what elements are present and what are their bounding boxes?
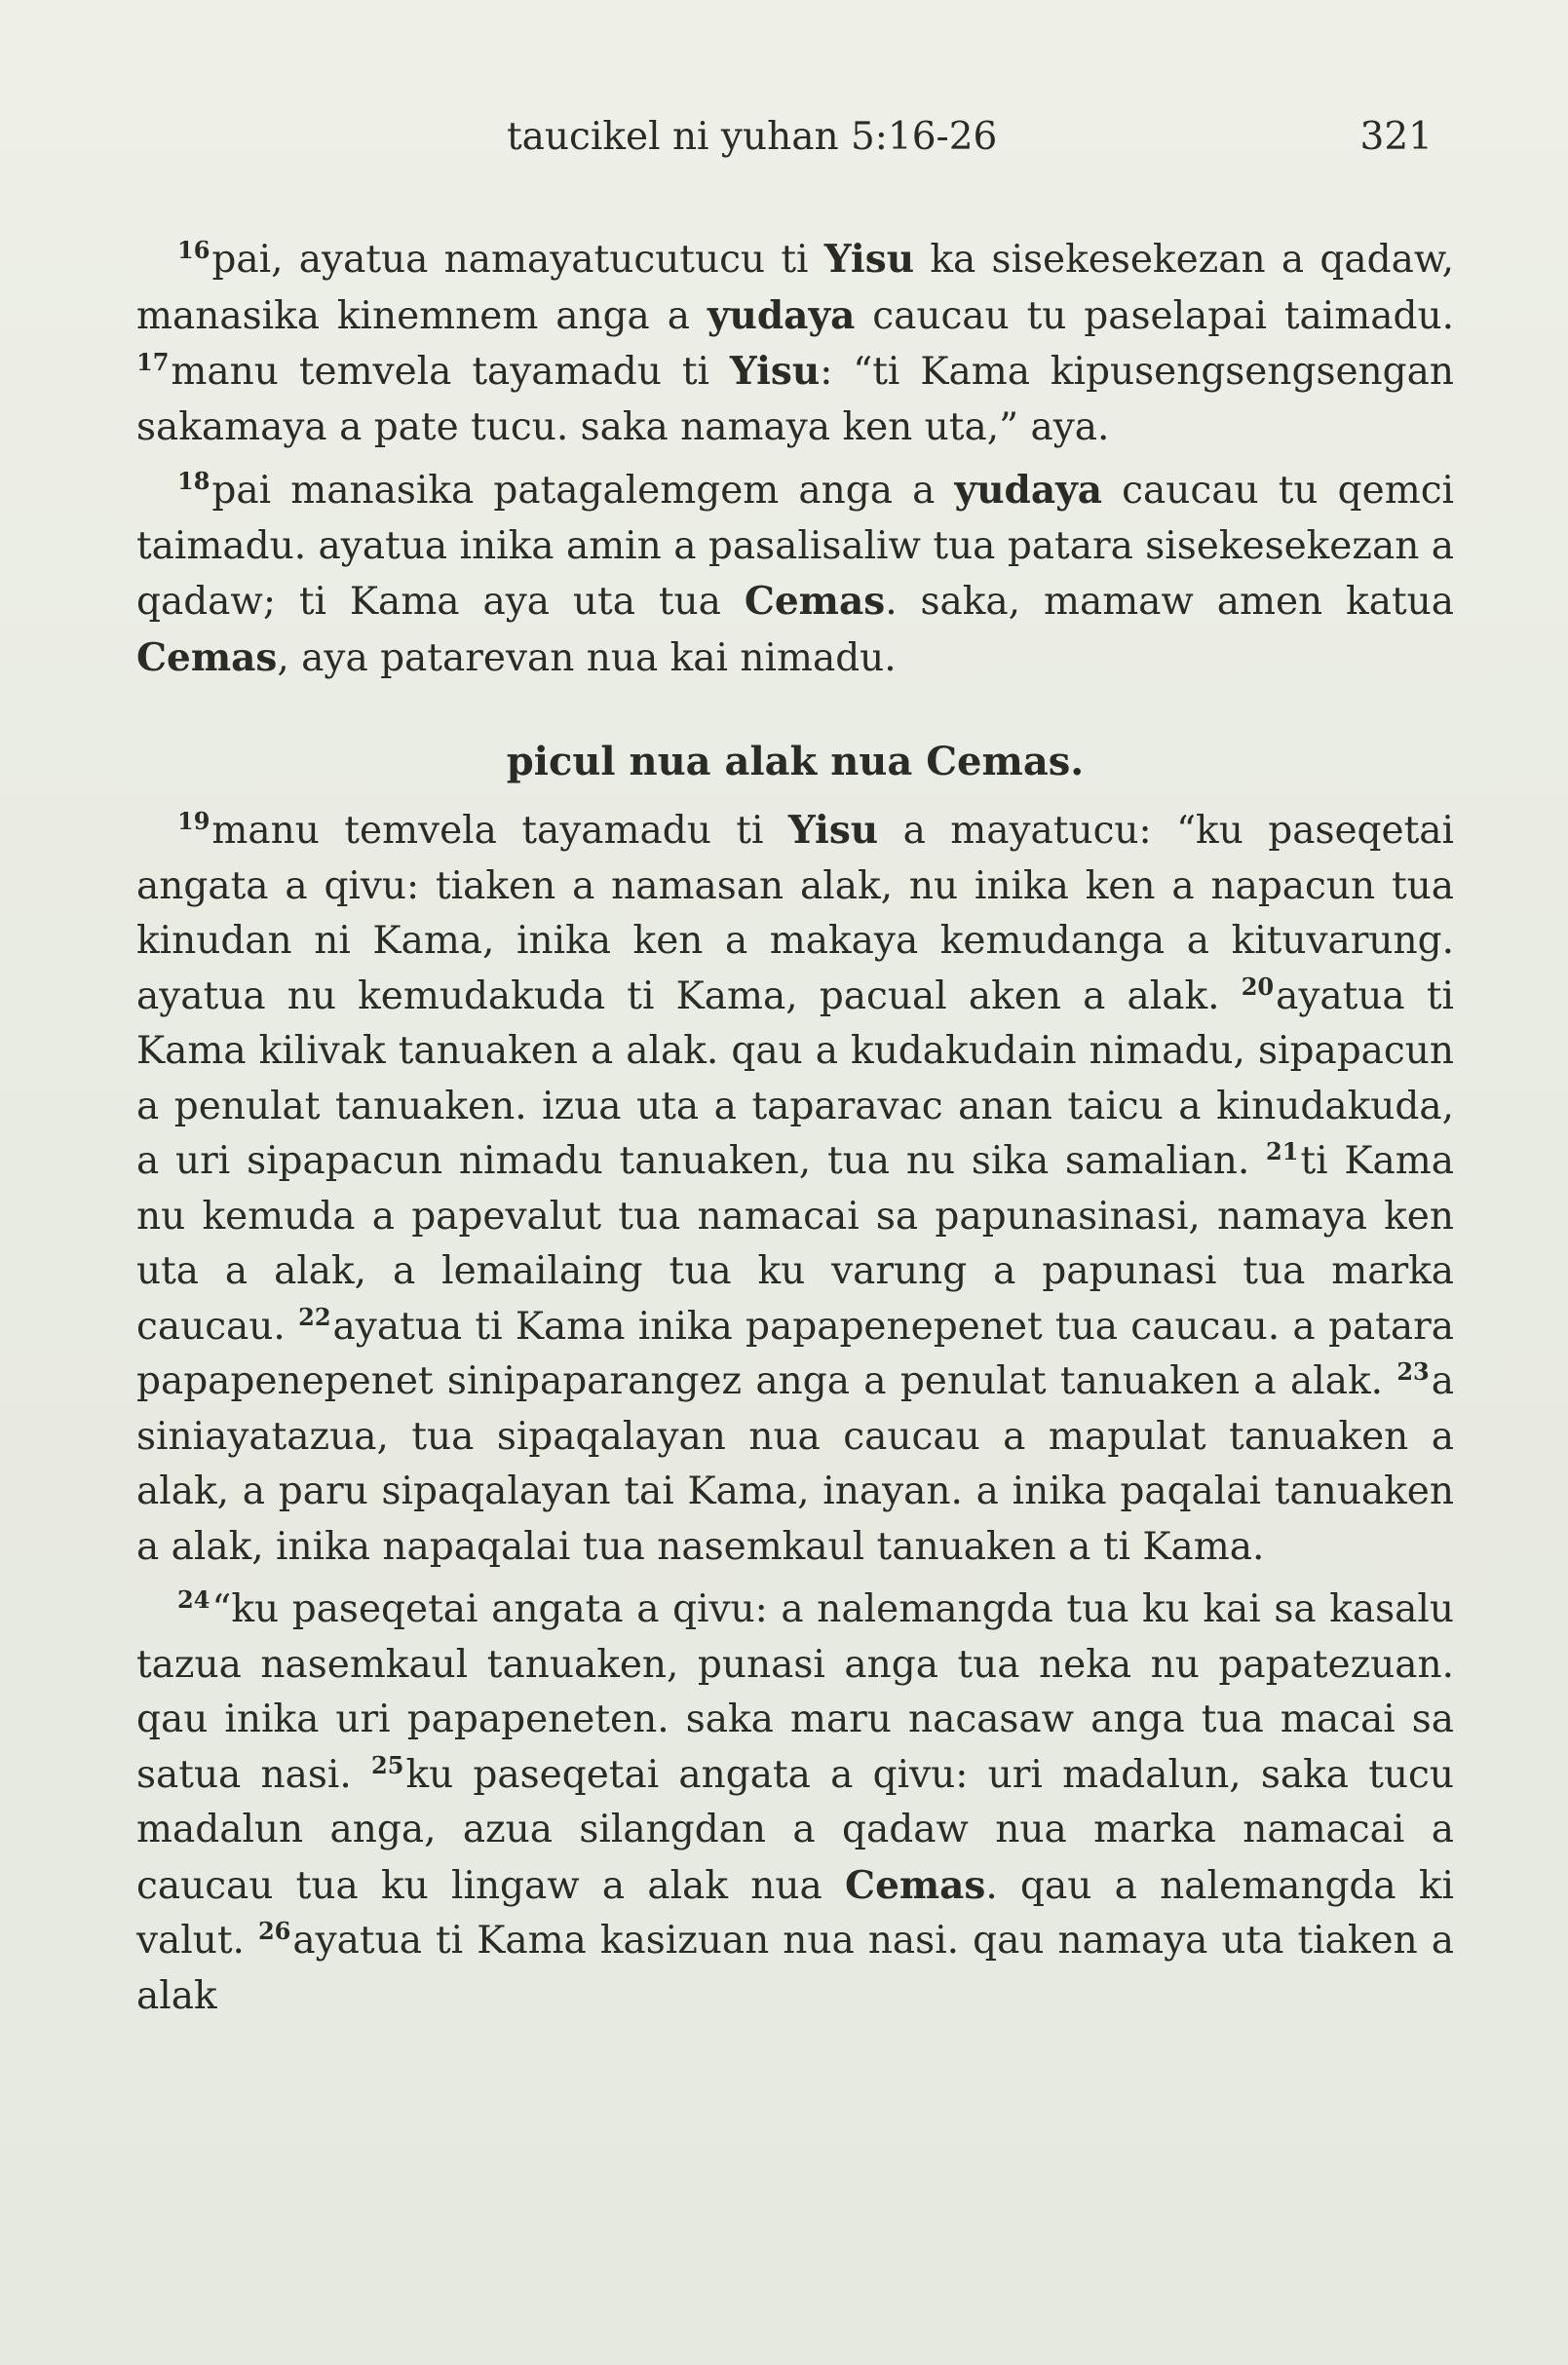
running-title: taucikel ni yuhan 5:16-26	[507, 115, 998, 159]
verse-text: ayatua ti Kama kasizuan nua nasi. qau namaya uta tiaken a alak	[136, 1919, 1454, 2018]
verse-text: . saka, mamaw amen katua	[885, 580, 1454, 624]
running-header	[507, 115, 1433, 183]
verse-text: ku paseqetai angata a qivu: uri madalun, saka tucu madalun anga, azua silangdan a qadaw nua marka namacai a caucau tua ku lingaw a alak nua	[136, 1752, 1454, 1908]
verse-number: 16	[177, 236, 210, 264]
paragraph	[136, 232, 1454, 455]
verse-text: caucau tu qemci taimadu. ayatua inika amin a pasalisaliw tua patara sisekesekezan a qadaw; ti Kama aya uta tua	[136, 469, 1455, 624]
bold-term: Cemas	[845, 1862, 986, 1908]
verse-number: 25	[371, 1750, 404, 1779]
verse-text: . qau a nalemangda ki valut.	[136, 1863, 1454, 1963]
bold-term: yudaya	[707, 292, 856, 338]
verse-text: : “ti Kama kipusengsengsengan sakamaya a pate tucu. saka namaya ken uta,” aya.	[136, 350, 1455, 449]
verse-number: 23	[1396, 1357, 1430, 1386]
verse-text: a siniayatazua, tua sipaqalayan nua caucau a mapulat tanuaken a alak, a paru sipaqalayan tai Kama, inayan. a inika paqalai tanuaken a alak, inika napaqalai tua nasemkaul tanuaken a ti Kama.	[136, 1359, 1454, 1569]
bold-term: Yisu	[729, 349, 821, 394]
verse-number: 20	[1241, 972, 1275, 1001]
verse-text: ayatua ti Kama inika papapenepenet tua caucau. a patara papapenepenet sinipaparangez anga a penulat tanuaken a alak.	[136, 1304, 1454, 1403]
verse-number: 26	[257, 1917, 291, 1945]
verse-number: 21	[1266, 1137, 1299, 1165]
bold-term: Yisu	[787, 808, 879, 853]
bold-term: Cemas	[136, 634, 278, 680]
verse-number: 22	[298, 1302, 331, 1331]
verse-text: manu temvela tayamadu ti	[211, 809, 788, 853]
verse-text: manu temvela tayamadu ti	[171, 350, 730, 394]
verse-text: “ku paseqetai angata a qivu: a nalemangda tua ku kai sa kasalu tazua nasemkaul tanuaken, punasi anga tua neka nu papatezuan. qau inika uri papapeneten. saka maru nacasaw anga tua macai sa satua nasi.	[136, 1587, 1454, 1797]
verse-text: ti Kama nu kemuda a papevalut tua namacai sa papunasinasi, namaya ken uta a alak, a lemailaing tua ku varung a papunasi tua marka caucau.	[136, 1139, 1454, 1349]
verse-text: pai manasika patagalemgem anga a	[211, 469, 955, 513]
verse-text: a mayatucu: “ku paseqetai angata a qivu: tiaken a namasan alak, nu inika ken a napacun tua kinudan ni Kama, inika ken a makaya kemudanga a kituvarung. ayatua nu kemudakuda ti Kama, pacual aken a alak.	[136, 809, 1454, 1018]
paragraph	[136, 463, 1454, 686]
paragraph	[136, 803, 1454, 1575]
section-heading: picul nua alak nua Cemas.	[506, 739, 1085, 784]
verse-number: 24	[177, 1585, 210, 1614]
page-number: 321	[1359, 115, 1433, 159]
verse-text: ayatua ti Kama kilivak tanuaken a alak. qau a kudakudain nimadu, sipapacun a penulat tanuaken. izua uta a taparavac anan taicu a kinudakuda, a uri sipapacun nimadu tanuaken, tua nu sika samalian.	[136, 973, 1454, 1183]
verse-text: ka sisekesekezan a qadaw, manasika kinemnem anga a	[136, 238, 1454, 338]
paragraph	[136, 1583, 1454, 2024]
bold-term: Yisu	[823, 237, 915, 282]
verse-number: 19	[177, 807, 210, 835]
verse-number: 17	[136, 348, 170, 376]
verse-text: caucau tu paselapai taimadu.	[855, 293, 1454, 338]
bold-term: yudaya	[954, 468, 1103, 513]
text-body	[136, 232, 1454, 2024]
verse-text: , aya patarevan nua kai nimadu.	[277, 635, 897, 680]
verse-text: pai, ayatua namayatucutucu ti	[211, 238, 824, 282]
verse-number: 18	[177, 467, 210, 495]
bold-term: Cemas	[744, 579, 886, 624]
